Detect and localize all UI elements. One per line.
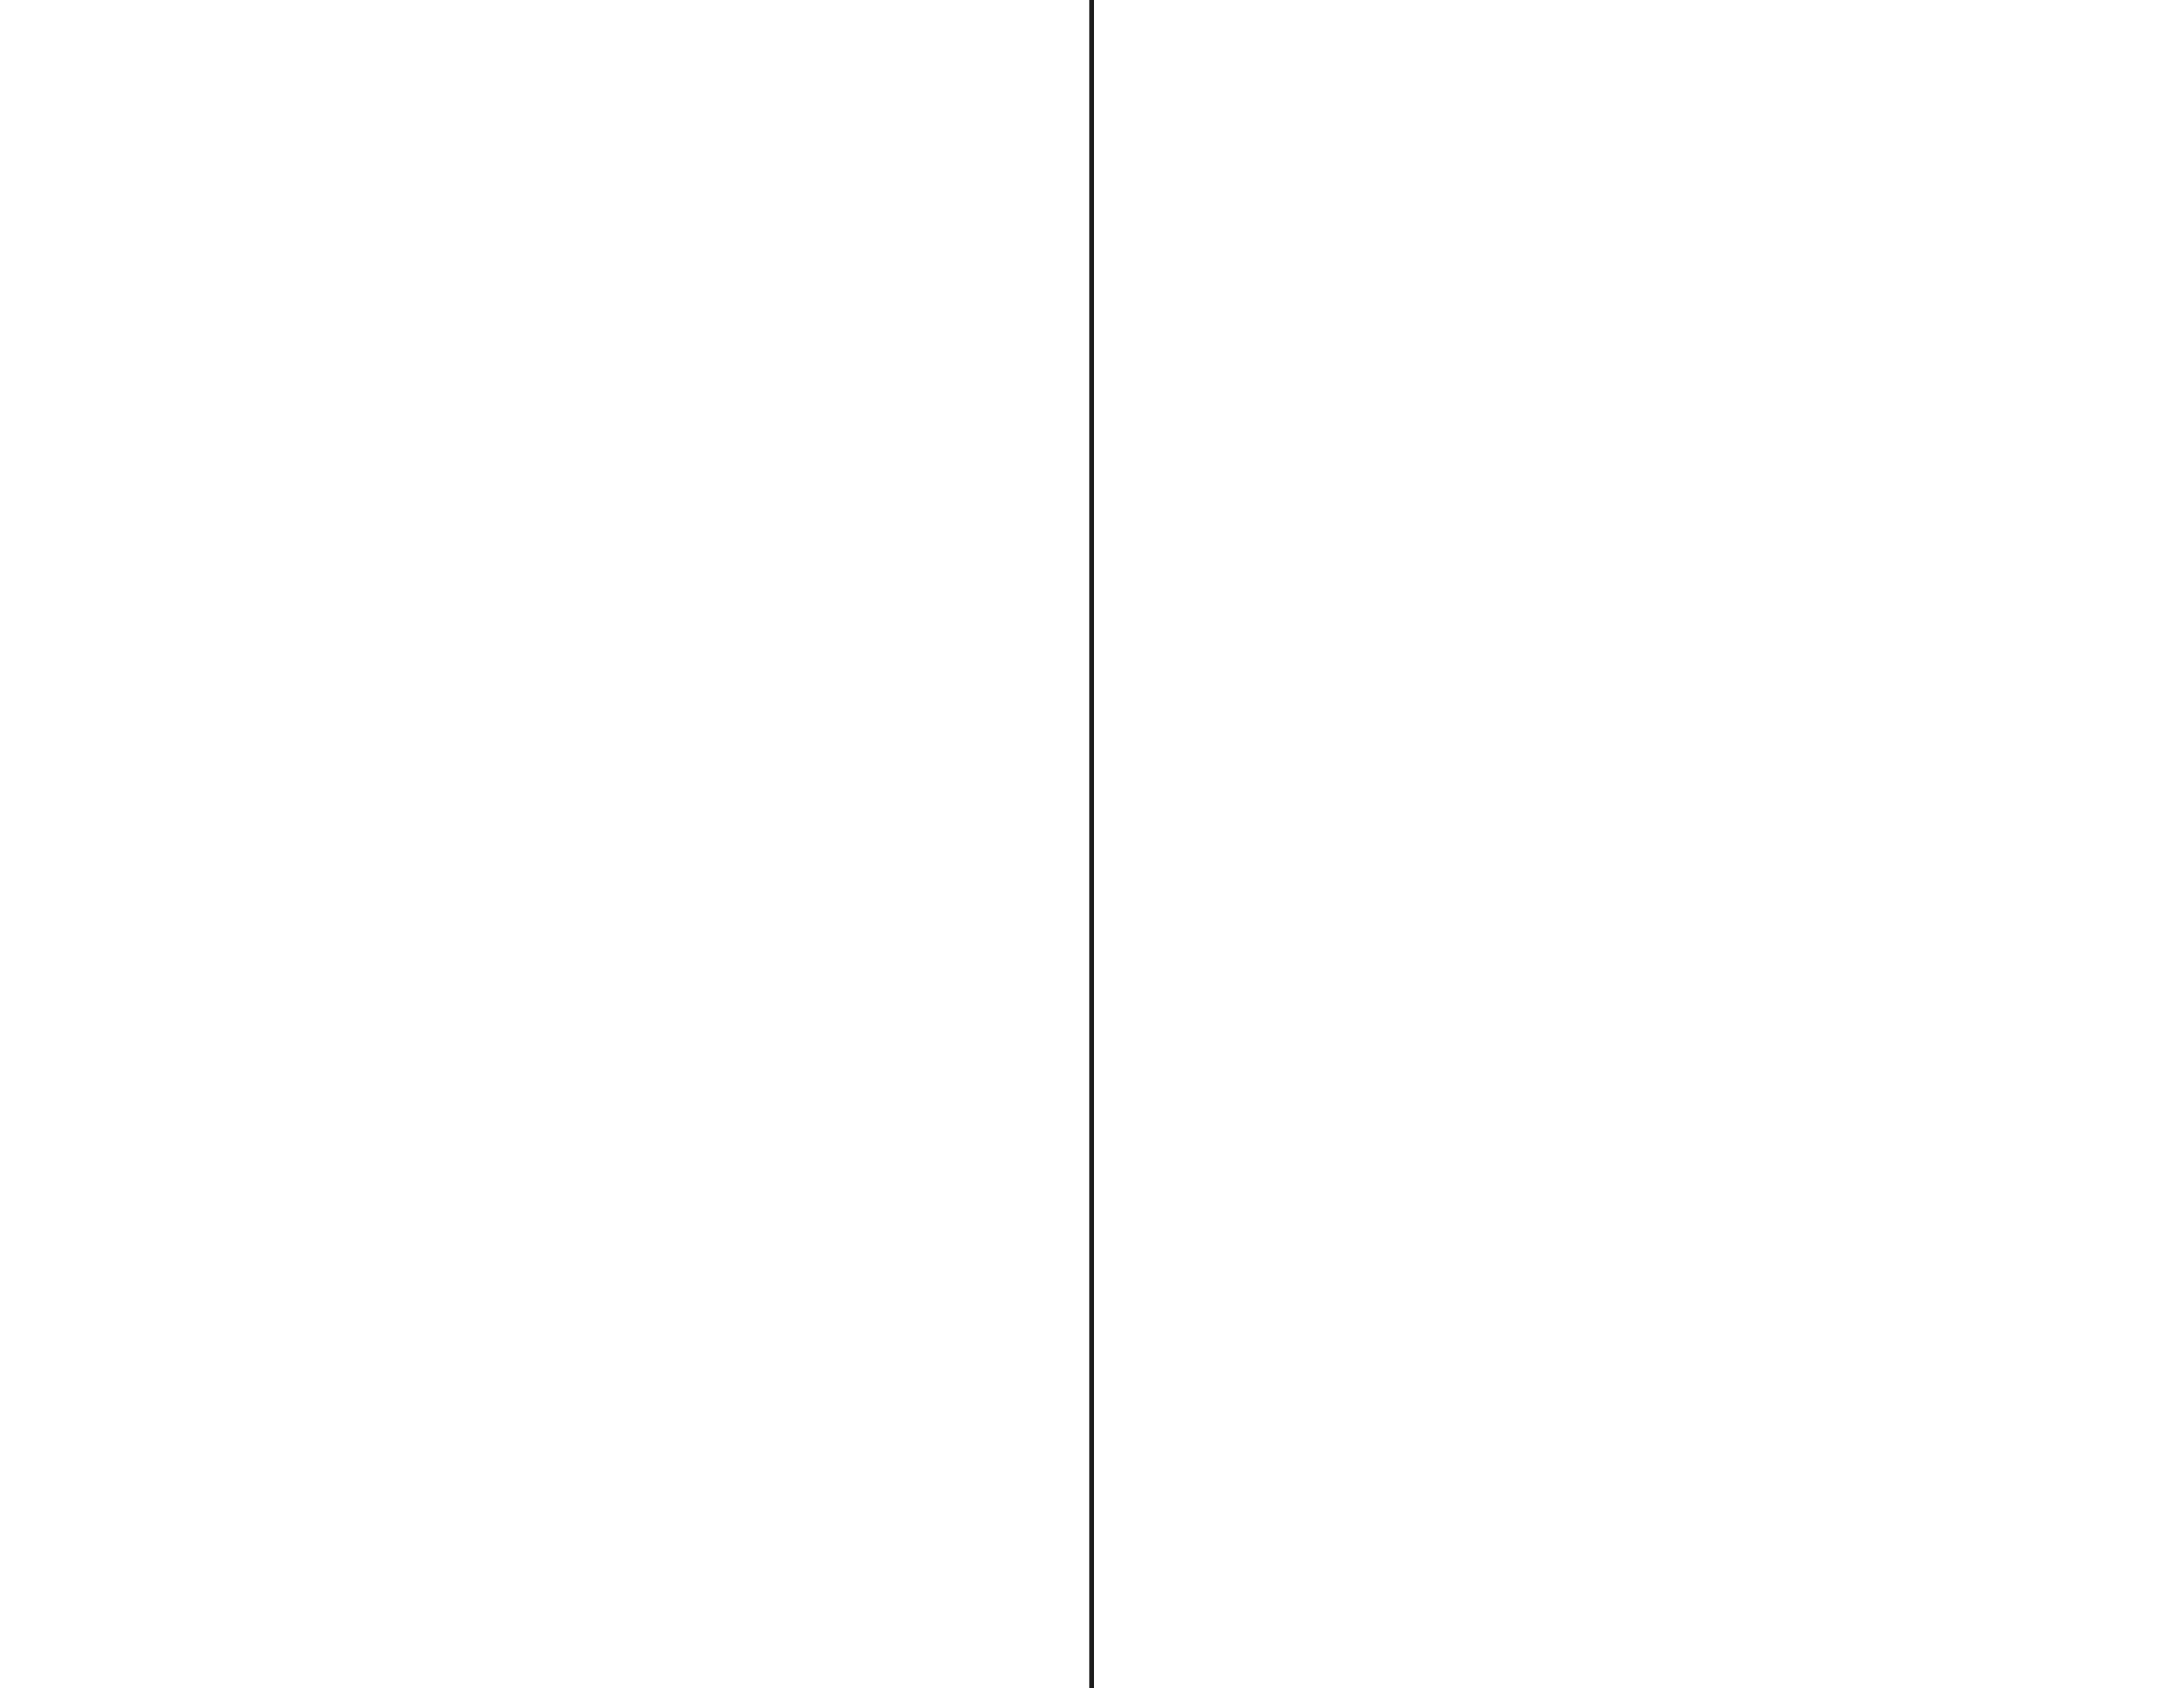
left-blank-page [0,0,1089,1688]
page-divider-line [1089,0,1094,1688]
contents-page [1094,0,2184,1688]
